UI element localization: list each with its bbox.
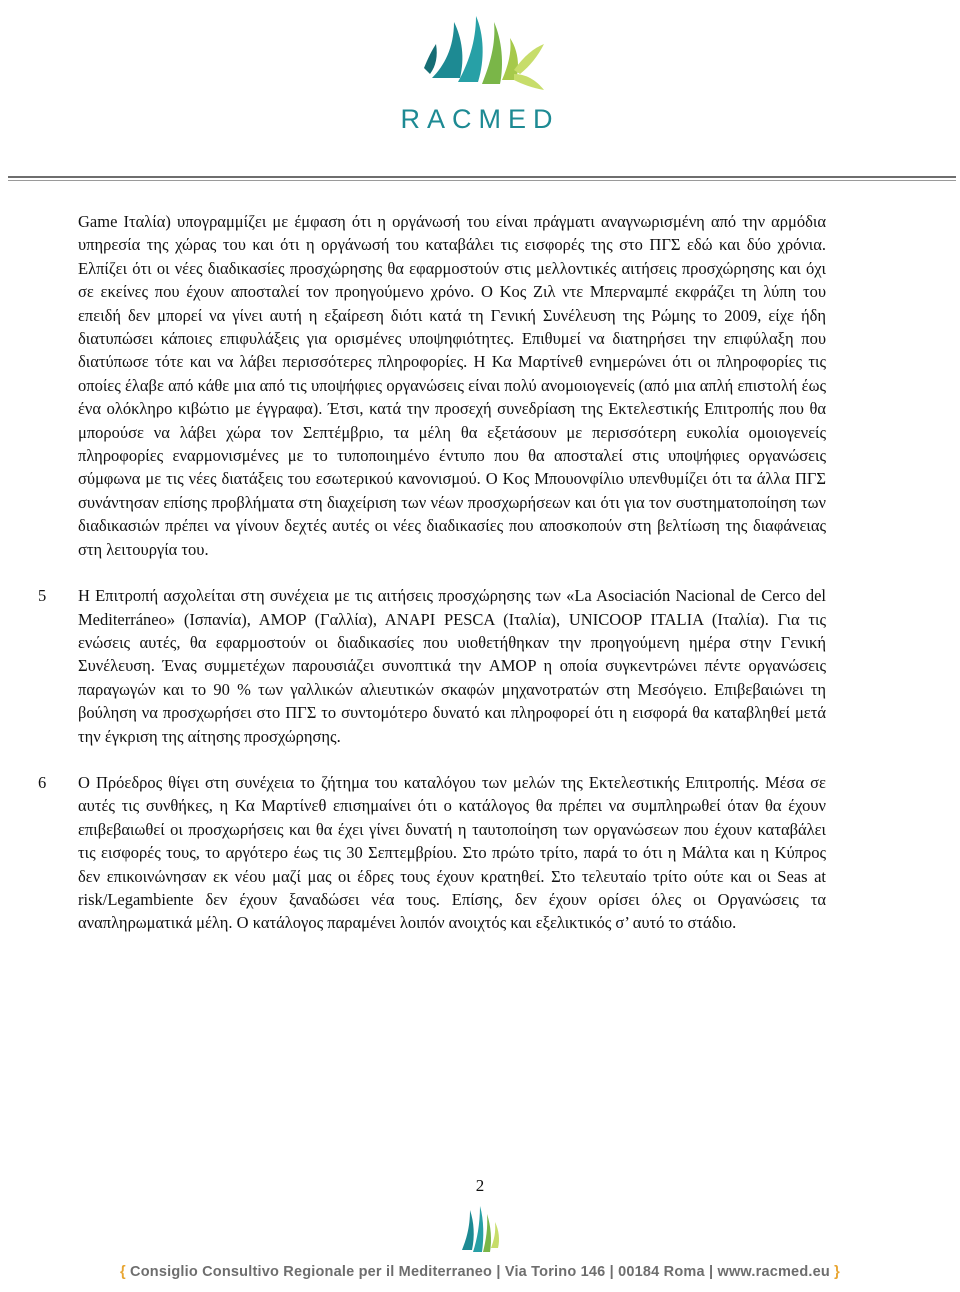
item-number: 6 bbox=[38, 772, 47, 792]
numbered-item bbox=[38, 584, 826, 748]
footer-logo bbox=[456, 1200, 504, 1258]
document-body bbox=[38, 210, 826, 935]
header-logo bbox=[380, 8, 580, 138]
header-divider bbox=[8, 176, 956, 178]
footer-brace-open: { bbox=[119, 1264, 126, 1280]
header-divider-secondary bbox=[8, 180, 956, 181]
footer-brace-close: } bbox=[834, 1264, 841, 1280]
fish-logo-small-icon bbox=[456, 1200, 504, 1258]
intro-paragraph: Game Ιταλία) υπογραμμίζει με έμφαση ότι η οργάνωσή του είναι πράγματι αναγνωρισμένη από την αρμόδια υπηρεσία της χώρας του και ότι η οργάνωσή του καταβάλει τις εισφορές της στο ΠΓΣ εδώ και δύο χρόνια. Ελπίζει ότι οι νέες διαδικασίες προσχώρησης θα εφαρμοστούν στις μελλοντικές αιτήσεις προσχώρησης και όχι σε εκείνες που έχουν αποσταλεί τον προηγούμενο χρόνο. Ο Κος Ζιλ ντε Μπερναμπέ εκφράζει τη λύπη του επειδή δεν μπορεί να γίνει αυτή η εξαίρεση διότι κατά τη Γενική Συνέλευση της Ρώμης το 2009, είχε ήδη διατυπώσει κάποιες επιφυλάξεις για ορισμένες υποψηφιότητες. Επιθυμεί να διατηρήσει την επιφύλαξη που διατύπωσε τότε και να λάβει περισσότερες πληροφορίες. Η Κα Μαρτίνεθ ενημερώνει ότι οι πληροφορίες τις οποίες έλαβε από κάθε μια από τις υποψήφιες οργανώσεις είναι πολύ ανομοιογενείς (από μια απλή επιστολή έως ένα ολόκληρο κιβώτιο με έγγραφα). Έτσι, κατά την προσεχή συνεδρίαση της Εκτελεστικής Επιτροπής που θα μπορούσε να λάβει χώρα τον Σεπτέμβριο, τα μέλη θα εξετάσουν με περισσότερη ευκολία ομοιογενείς πληροφορίες εναρμονισμένες με το τυποποιημένο έντυπο που θα αποσταλεί στις υποψήφιες οργανώσεις σύμφωνα με τις νέες διατάξεις του εσωτερικού κανονισμού. Ο Κος Μπουονφίλιο υπενθυμίζει ότι τα άλλα ΠΓΣ συνάντησαν επίσης προβλήματα στη διαχείριση των νέων προσχωρήσεων και ότι για τον συστηματοποίηση των διαδικασιών πρέπει να γίνουν δεχτές αυτές οι νέες διαδικασίες που αποσκοπούν στη βελτίωση της διαφάνειας στη λειτουργία του. bbox=[78, 212, 826, 559]
numbered-item bbox=[38, 771, 826, 935]
item-text: Η Επιτροπή ασχολείται στη συνέχεια με τις αιτήσεις προσχώρησης των «La Asociación Nacional de Cerco del Mediterráneo» (Ισπανία), AMOP (Γαλλία), ANAPI PESCA (Ιταλία), UNICOOP ITALIA (Ιταλία). Για τις ενώσεις αυτές, θα εφαρμοστούν οι διαδικασίες που υιοθετήθηκαν την προηγούμενη ημέρα στην Γενική Συνέλευση. Ένας συμμετέχων παρουσιάζει συνοπτικά την AMOP η οποία συγκεντρώνει πέντε οργανώσεις παραγωγών και το 90 % των γαλλικών αλιευτικών σκαφών μηχανοτρατών στη Μεσόγειο. Επιβεβαιώνει τη βούληση να προσχωρήσει στο ΠΓΣ το συντομότερο δυνατό και πληροφορεί ότι η εισφορά θα καταβληθεί μετά την έγκριση της αίτησης προσχώρησης. bbox=[78, 586, 826, 746]
footer-address: Consiglio Consultivo Regionale per il Mediterraneo | Via Torino 146 | 00184 Roma | www.racmed.eu bbox=[130, 1264, 830, 1280]
item-number: 5 bbox=[38, 586, 47, 606]
fish-logo-icon bbox=[410, 8, 550, 100]
item-text: Ο Πρόεδρος θίγει στη συνέχεια το ζήτημα του καταλόγου των μελών της Εκτελεστικής Επιτροπής. Μέσα σε αυτές τις συνθήκες, η Κα Μαρτίνεθ επισημαίνει ότι ο κατάλογος θα πρέπει να συμπληρωθεί όταν θα έχουν επιβεβαιωθεί οι προσχωρήσεις και θα έχει γίνει δυνατή η ταυτοποίηση των οργανώσεων που έχουν καταβάλει τις εισφορές τους, το αργότερο έως τις 30 Σεπτεμβρίου. Στο πρώτο τρίτο, παρά το ότι η Μάλτα και η Κύπρος δεν επικοινώνησαν εκ νέου μαζί μας οι έδρες τους έχουν κρατηθεί. Στο τελευταίο τρίτο ούτε και οι Seas at risk/Legambiente δεν έχουν ξαναδώσει νέα τους. Επίσης, δεν έχουν ορίσει όλες οι Οργανώσεις τα αναπληρωματικά μέλη. Ο κατάλογος παραμένει λοιπόν ανοιχτός και εξελικτικός σ’ αυτό το στάδιο. bbox=[78, 772, 826, 933]
footer-address-line bbox=[0, 1264, 960, 1280]
brand-name: RACMED bbox=[400, 104, 560, 134]
page-number: 2 bbox=[475, 1176, 485, 1195]
